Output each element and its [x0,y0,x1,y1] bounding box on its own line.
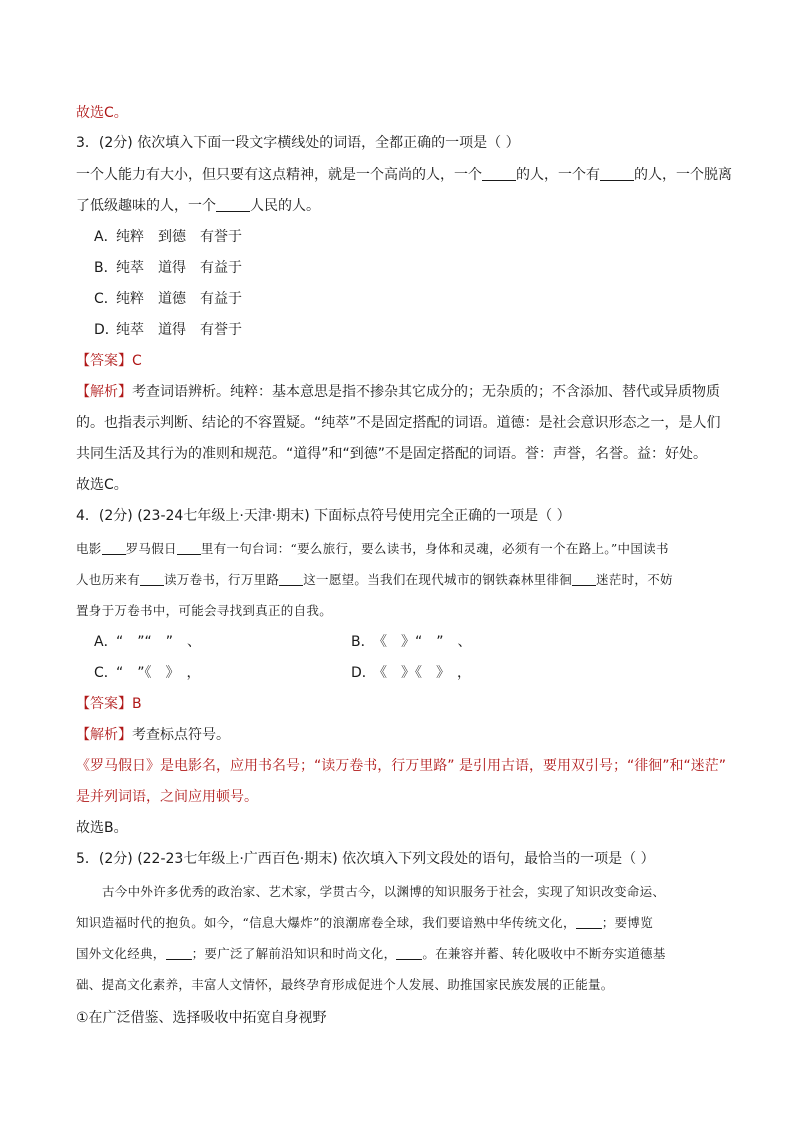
q3-option-b: B．纯萃 道得 有益于 [94,260,242,276]
answer-tag: 【答案】 [76,696,132,712]
q4-option-d: D．《 》《 》 ， [351,665,471,681]
q4-answer: 【答案】B [76,696,142,712]
q3-option-d: D．纯萃 道得 有誉于 [94,322,242,338]
q4-conclusion: 故选B。 [76,820,128,836]
q4-explanation-line2: 是并列词语，之间应用顿号。 [76,789,258,805]
q4-option-b: B．《 》“ ” 、 [351,634,472,650]
q4-passage-line3: 置身于万卷书中，可能会寻找到真正的自我。 [76,603,333,618]
q3-passage-line1: 一个人能力有大小，但只要有这点精神，就是一个高尚的人，一个 的人，一个有 的人，一个脱离 [76,167,732,183]
fill-blank [482,166,516,181]
fill-blank [102,540,126,555]
q4-passage-line2: 人也历来有 读万卷书，行万里路 这一愿望。当我们在现代城市的钢铁森林里徘徊 迷茫时，不妨 [76,572,673,587]
q5-item-1: ①在广泛借鉴、选择吸收中拓宽自身视野 [76,1010,327,1026]
q4-option-a: A．“ ”“ ” 、 [94,634,202,650]
q3-title: 3．(2分) 依次填入下面一段文字横线处的词语，全都正确的一项是（ ） [76,135,520,151]
explanation-tag: 【解析】 [76,727,132,743]
explanation-tag: 【解析】 [76,384,132,400]
answer-tag: 【答案】 [76,353,132,369]
q3-conclusion: 故选C。 [76,477,128,493]
q3-explanation-line1: 【解析】考查词语辨析。纯粹：基本意思是指不掺杂其它成分的；无杂质的；不含添加、替代或异质物质 [76,384,720,400]
fill-blank [140,571,164,586]
q3-explanation-line3: 共同生活及其行为的准则和规范。“道得”和“到德”不是固定搭配的词语。誉：声誉，名誉。益：好处。 [76,446,708,462]
fill-blank [600,166,634,181]
q3-passage-line2: 了低级趣味的人，一个 人民的人。 [76,198,320,214]
fill-blank [396,945,422,960]
fill-blank [572,571,596,586]
q3-option-c: C．纯粹 道德 有益于 [94,291,242,307]
q4-passage-line1: 电影 罗马假日 里有一句台词：“要么旅行，要么读书，身体和灵魂，必须有一个在路上。”中国读书 [76,541,669,556]
q5-passage-line4: 础、提高文化素养，丰富人文情怀，最终孕育形成促进个人发展、助推国家民族发展的正能量。 [76,977,614,992]
fill-blank [166,945,192,960]
q5-passage-line1: 古今中外许多优秀的政治家、艺术家，学贯古今，以渊博的知识服务于社会，实现了知识改变命运、 [102,884,666,899]
fill-blank [177,540,201,555]
q3-option-a: A．纯粹 到德 有誉于 [94,229,242,245]
q4-option-c: C．“ ”《 》 ， [94,665,201,681]
fill-blank [279,571,303,586]
q5-passage-line3: 国外文化经典， ；要广泛了解前沿知识和时尚文化， 。在兼容并蓄、转化吸收中不断夯实道德基 [76,946,666,961]
q4-explanation-line1: 《罗马假日》是电影名，应用书名号；“读万卷书，行万里路” 是引用古语，要用双引号；“徘徊”和“迷茫” [76,758,726,774]
q5-title: 5．(2分) (22-23七年级上·广西百色·期末) 依次填入下列文段处的语句，最恰当的一项是（ ） [76,851,655,867]
fill-blank [216,197,250,212]
q4-title: 4．(2分) (23-24七年级上·天津·期末) 下面标点符号使用完全正确的一项是（ ） [76,508,571,524]
prev-conclusion: 故选C。 [76,105,128,121]
fill-blank [576,914,602,929]
q5-passage-line2: 知识造福时代的抱负。如今，“信息大爆炸”的浪潮席卷全球，我们要谙熟中华传统文化， ；要博览 [76,915,653,930]
q4-explanation-line0: 【解析】考查标点符号。 [76,727,230,743]
q3-explanation-line2: 的。也指表示判断、结论的不容置疑。“纯萃”不是固定搭配的词语。道德：是社会意识形态之一，是人们 [76,415,721,431]
q3-answer: 【答案】C [76,353,142,369]
